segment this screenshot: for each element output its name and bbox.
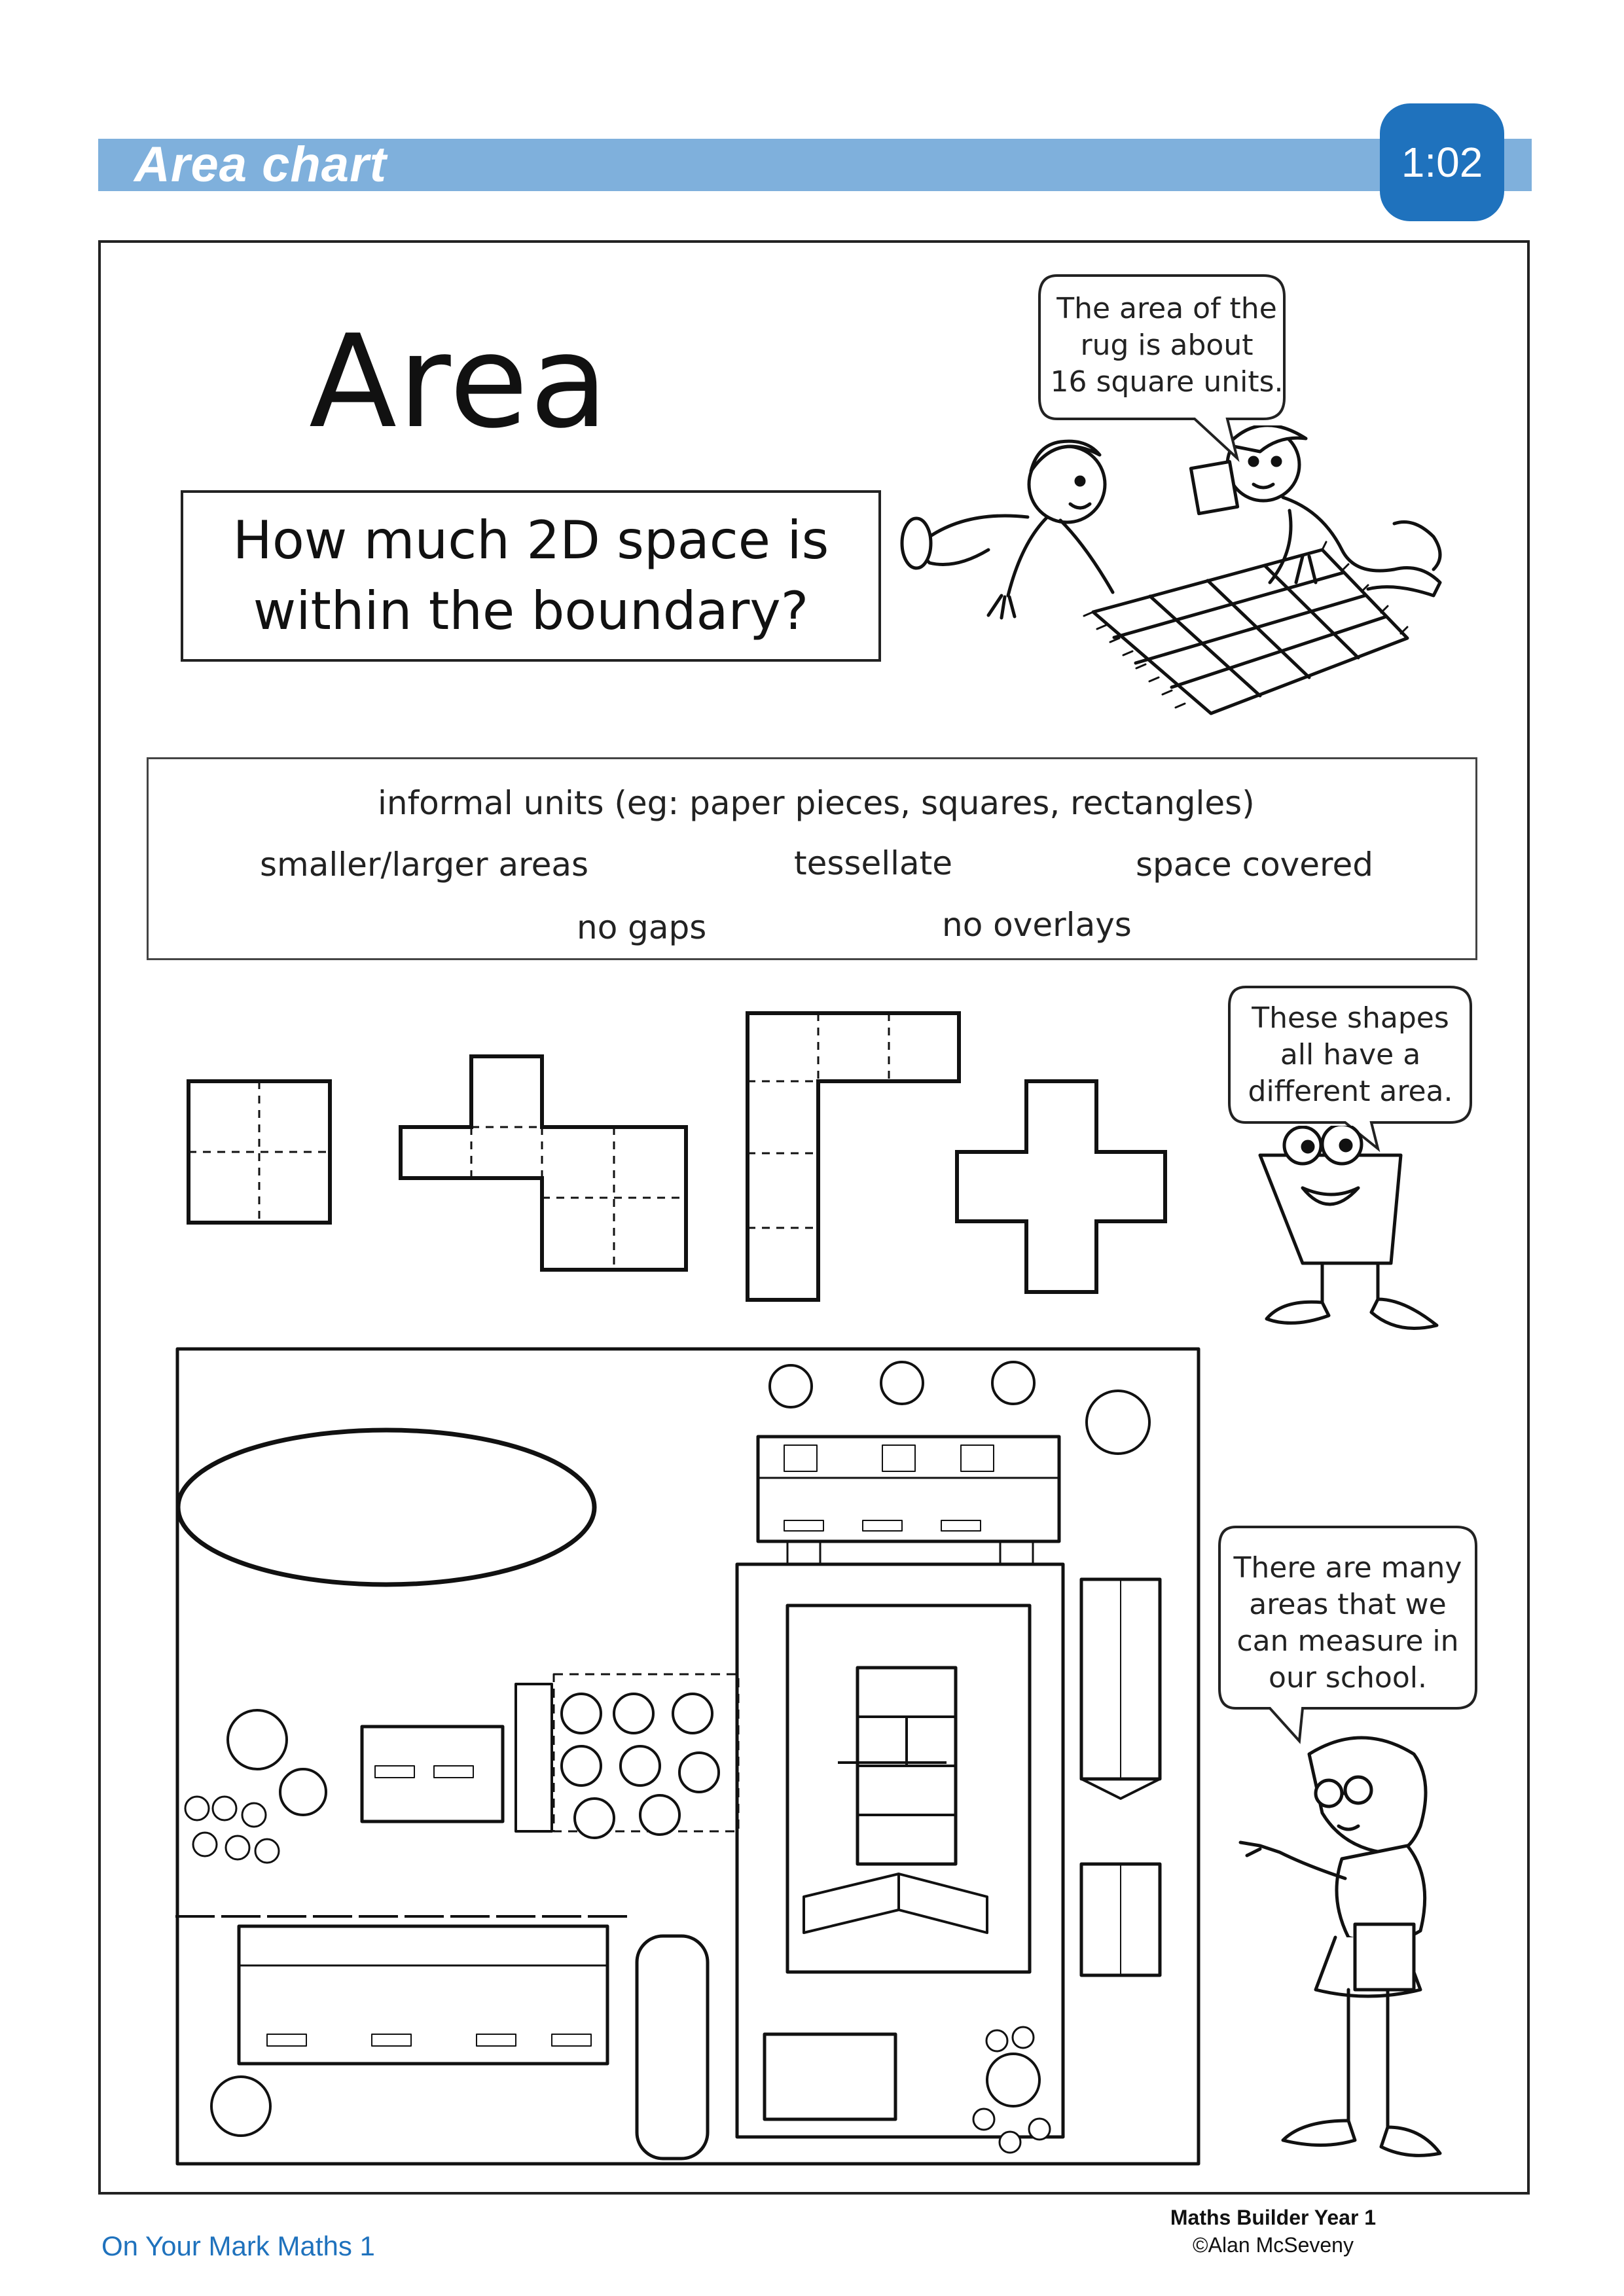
shape-t [401, 1056, 686, 1270]
question-box [181, 490, 881, 662]
vocab-no-overlays: no overlays [942, 906, 1132, 944]
map-oval [178, 1430, 594, 1585]
teacher-illustration [1224, 1728, 1473, 2186]
bubble-rug-line-2: rug is about [1080, 329, 1254, 362]
bubble-school-line-1: There are many [1233, 1551, 1462, 1585]
bubble-shapes-line-3: different area. [1248, 1075, 1453, 1108]
question-text: How much 2D space is within the boundary? [232, 510, 829, 641]
bubble-shapes-line-1: These shapes [1252, 1001, 1449, 1035]
bubble-school-line-4: our school. [1269, 1661, 1427, 1695]
page-title: Area chart [134, 137, 387, 192]
vocab-smaller-larger: smaller/larger areas [260, 846, 589, 884]
page-code: 1:02 [1401, 139, 1483, 186]
area-shapes [183, 1008, 1185, 1309]
bubble-rug-line-3: 16 square units. [1050, 365, 1284, 399]
vocabulary-box [147, 757, 1477, 960]
bubble-rug-text [1041, 291, 1293, 401]
bubble-shapes-text [1229, 1000, 1471, 1110]
bubble-school-text [1219, 1550, 1476, 1696]
bubble-school-line-2: areas that we [1249, 1588, 1447, 1621]
shape-plus [957, 1081, 1165, 1292]
bubble-shapes-line-2: all have a [1280, 1038, 1421, 1071]
page-code-badge [1380, 103, 1504, 221]
footer-series: On Your Mark Maths 1 [101, 2231, 375, 2261]
school-map [175, 1347, 1203, 2169]
shape-character [1231, 1126, 1466, 1342]
shape-l [748, 1013, 959, 1300]
footer-copyright: ©Alan McSeveny [1193, 2233, 1354, 2257]
vocab-tessellate: tessellate [794, 844, 953, 882]
big-title: Area [309, 308, 610, 457]
kids-rug-illustration [897, 425, 1486, 753]
vocab-no-gaps: no gaps [577, 908, 707, 946]
shape-square [189, 1081, 330, 1223]
footer-book-title: Maths Builder Year 1 [1170, 2206, 1377, 2229]
bubble-rug-line-1: The area of the [1056, 292, 1277, 325]
vocab-space-covered: space covered [1136, 846, 1373, 884]
bubble-school-line-3: can measure in [1236, 1624, 1459, 1658]
vocab-informal-units: informal units (eg: paper pieces, squares, rectangles) [378, 784, 1255, 822]
